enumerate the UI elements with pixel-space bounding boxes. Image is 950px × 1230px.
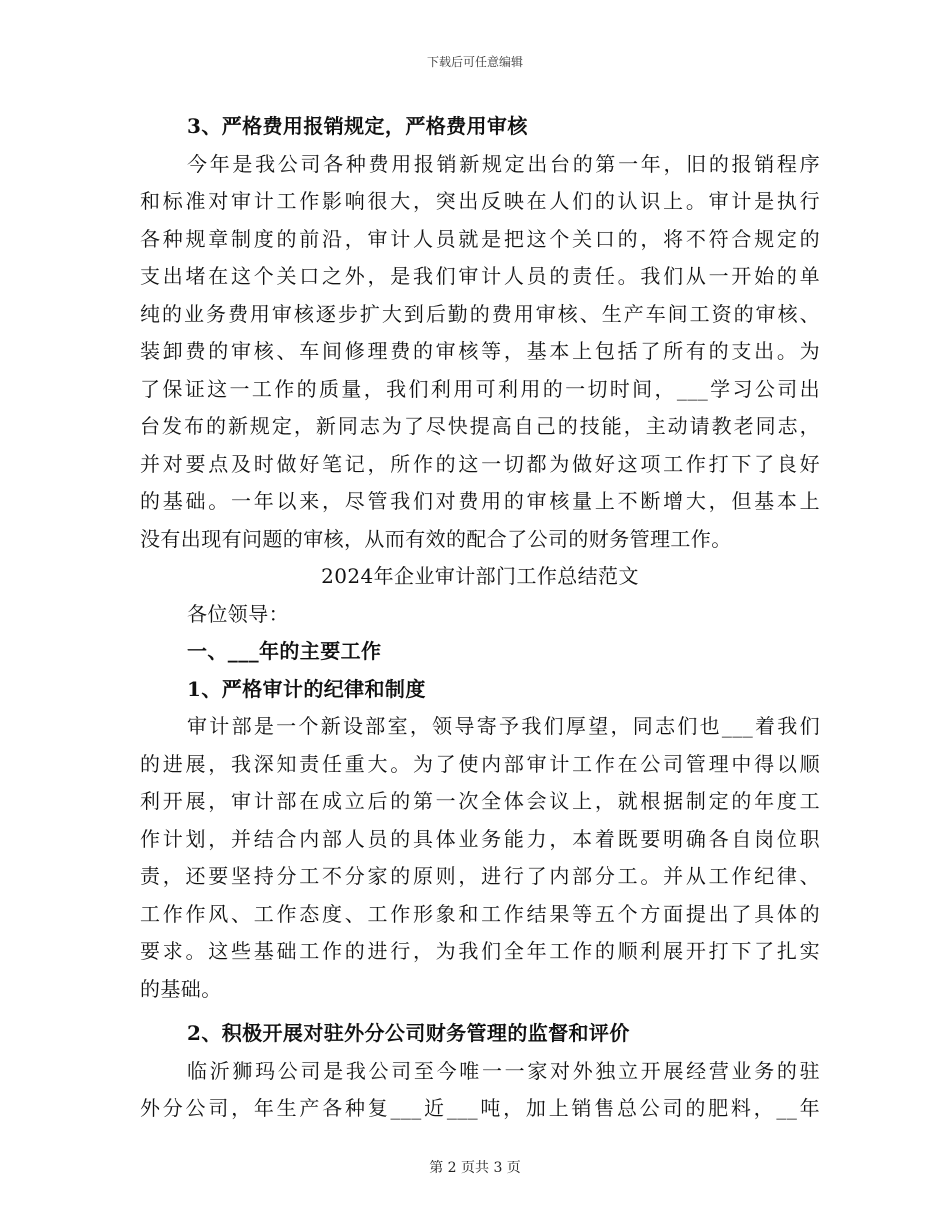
section-heading-line: 3、严格费用报销规定，严格费用审核 — [187, 114, 528, 138]
text-line: 工作作风、工作态度、工作形象和工作结果等五个方面提出了具体的 — [140, 901, 820, 926]
text-line: 作计划，并结合内部人员的具体业务能力，本着既要明确各自岗位职 — [140, 826, 820, 851]
text-line: 装卸费的审核、车间修理费的审核等，基本上包括了所有的支出。为 — [140, 339, 820, 363]
text-line: 了保证这一工作的质量，我们利用可利用的一切时间，___学习公司出 — [140, 376, 820, 401]
section-heading-line: 一、___年的主要工作 — [187, 639, 382, 663]
text-line: 今年是我公司各种费用报销新规定出台的第一年，旧的报销程序 — [187, 151, 820, 176]
text-line: 的进展，我深知责任重大。为了使内部审计工作在公司管理中得以顺 — [140, 751, 820, 776]
section-heading-line: 1、严格审计的纪律和制度 — [187, 676, 426, 701]
text-line: 的基础。 — [140, 976, 222, 1001]
text-line: 责，还要坚持分工不分家的原则，进行了内部分工。并从工作纪律、 — [140, 864, 820, 888]
paragraph-gap — [140, 1008, 820, 1015]
text-line: 和标准对审计工作影响很大，突出反映在人们的认识上。审计是执行 — [140, 189, 820, 213]
page-footer: 第 2 页共 3 页 — [429, 1160, 521, 1176]
text-line: 要求。这些基础工作的进行，为我们全年工作的顺利展开打下了扎实 — [140, 939, 820, 963]
text-line: 各位领导： — [187, 601, 289, 626]
document-body — [140, 108, 820, 1128]
text-line: 纯的业务费用审核逐步扩大到后勤的费用审核、生产车间工资的审核、 — [140, 301, 820, 326]
text-line: 并对要点及时做好笔记，所作的这一切都为做好这项工作打下了良好 — [140, 451, 820, 476]
text-line: 审计部是一个新设部室，领导寄予我们厚望，同志们也___着我们 — [187, 714, 820, 738]
section-heading-line: 2、积极开展对驻外分公司财务管理的监督和评价 — [187, 1021, 630, 1045]
text-line: 利开展，审计部在成立后的第一次全体会议上，就根据制定的年度工 — [140, 789, 820, 813]
text-line: 台发布的新规定，新同志为了尽快提高自己的技能，主动请教老同志， — [140, 414, 820, 438]
text-line: 临沂狮玛公司是我公司至今唯一一家对外独立开展经营业务的驻 — [187, 1058, 820, 1083]
text-line: 没有出现有问题的审核，从而有效的配合了公司的财务管理工作。 — [140, 526, 732, 551]
text-line: 的基础。一年以来，尽管我们对费用的审核量上不断增大，但基本上 — [140, 489, 820, 513]
page-header: 下载后可任意编辑 — [426, 55, 523, 69]
text-line: 各种规章制度的前沿，审计人员就是把这个关口的，将不符合规定的 — [140, 226, 820, 251]
document-title: 2024年企业审计部门工作总结范文 — [321, 564, 639, 588]
text-line: 支出堵在这个关口之外，是我们审计人员的责任。我们从一开始的单 — [140, 264, 820, 288]
text-line: 外分公司，年生产各种复___近___吨，加上销售总公司的肥料，__年 — [140, 1096, 820, 1120]
